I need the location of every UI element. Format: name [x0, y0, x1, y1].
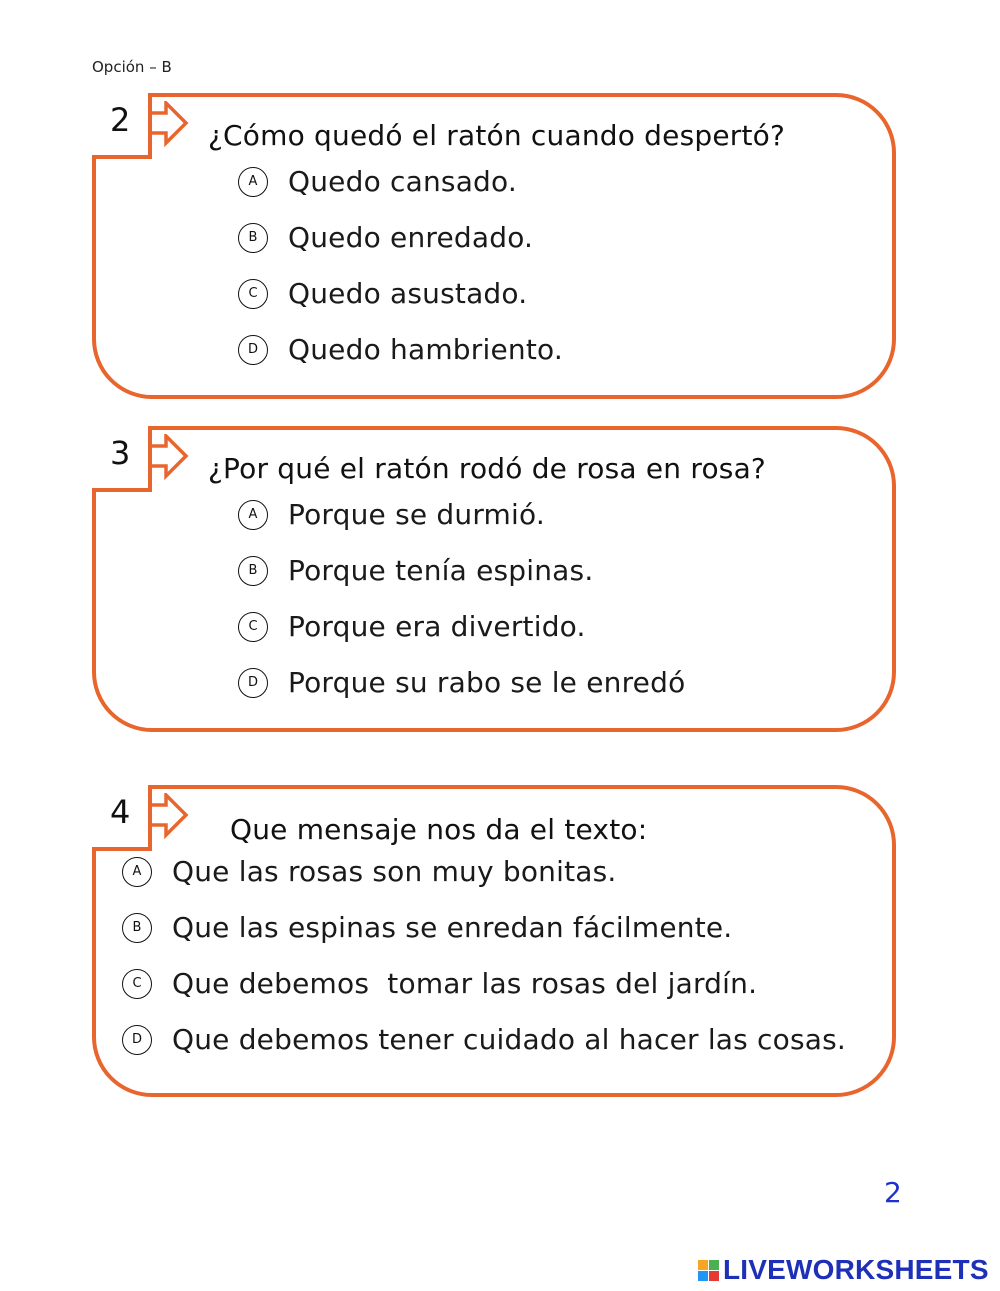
- option-d[interactable]: [238, 333, 563, 366]
- question-card-2: [92, 93, 896, 399]
- brand-logo: [698, 1254, 989, 1286]
- option-text: Porque su rabo se le enredó: [288, 666, 686, 699]
- option-text: Quedo enredado.: [288, 221, 534, 254]
- question-number: 4: [110, 793, 131, 831]
- page-number: 2: [884, 1176, 902, 1209]
- option-text: Que las rosas son muy bonitas.: [172, 855, 617, 888]
- option-circle[interactable]: B: [238, 556, 268, 586]
- question-text: ¿Cómo quedó el ratón cuando despertó?: [208, 119, 786, 152]
- option-a[interactable]: [122, 855, 617, 888]
- option-c[interactable]: [238, 610, 586, 643]
- arrow-right-icon: [150, 434, 190, 480]
- option-b[interactable]: [122, 911, 732, 944]
- option-a[interactable]: [238, 165, 517, 198]
- option-circle[interactable]: B: [122, 913, 152, 943]
- option-b[interactable]: [238, 221, 533, 254]
- arrow-right-icon: [150, 793, 190, 839]
- question-card-4: [92, 785, 896, 1097]
- question-number: 2: [110, 101, 131, 139]
- question-number-badge: [92, 426, 152, 492]
- option-circle[interactable]: A: [238, 167, 268, 197]
- option-text: Quedo hambriento.: [288, 333, 563, 366]
- option-d[interactable]: [238, 666, 685, 699]
- option-circle[interactable]: D: [122, 1025, 152, 1055]
- option-text: Porque era divertido.: [288, 610, 586, 643]
- option-circle[interactable]: C: [122, 969, 152, 999]
- brand-name: LIVEWORKSHEETS: [723, 1254, 989, 1285]
- option-c[interactable]: [238, 277, 527, 310]
- liveworksheets-logo-icon: [698, 1260, 719, 1281]
- option-text: Que debemos tomar las rosas del jardín.: [172, 967, 758, 1000]
- option-circle[interactable]: B: [238, 223, 268, 253]
- option-circle[interactable]: D: [238, 335, 268, 365]
- option-c[interactable]: [122, 967, 757, 1000]
- option-a[interactable]: [238, 498, 545, 531]
- option-d[interactable]: [122, 1023, 846, 1056]
- option-circle[interactable]: A: [122, 857, 152, 887]
- option-text: Quedo cansado.: [288, 165, 517, 198]
- arrow-right-icon: [150, 101, 190, 147]
- option-text: Porque tenía espinas.: [288, 554, 594, 587]
- question-number-badge: [92, 785, 152, 851]
- option-b[interactable]: [238, 554, 593, 587]
- option-label: Opción – B: [92, 58, 172, 76]
- option-text: Que las espinas se enredan fácilmente.: [172, 911, 733, 944]
- question-text: ¿Por qué el ratón rodó de rosa en rosa?: [208, 452, 766, 485]
- option-text: Porque se durmió.: [288, 498, 545, 531]
- question-number: 3: [110, 434, 131, 472]
- option-circle[interactable]: C: [238, 279, 268, 309]
- option-circle[interactable]: A: [238, 500, 268, 530]
- option-circle[interactable]: C: [238, 612, 268, 642]
- option-text: Quedo asustado.: [288, 277, 528, 310]
- question-card-3: [92, 426, 896, 732]
- option-circle[interactable]: D: [238, 668, 268, 698]
- question-number-badge: [92, 93, 152, 159]
- option-text: Que debemos tener cuidado al hacer las cosas.: [172, 1023, 847, 1056]
- question-text: Que mensaje nos da el texto:: [230, 813, 648, 846]
